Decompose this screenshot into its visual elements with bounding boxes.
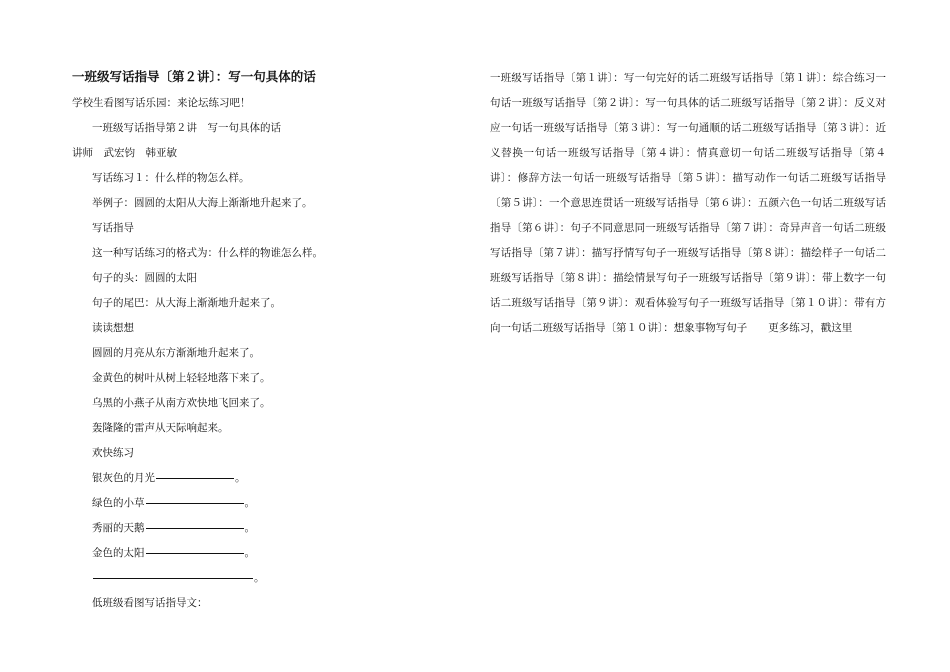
practice-item-label: 金色的太阳 <box>92 547 145 559</box>
left-column <box>72 66 402 616</box>
lesson-list-text: 一班级写话指导〔第１讲〕：写一句完好的话二班级写话指导〔第１讲〕：综合练习一句话一班级写话指导〔第２讲〕：写一句具体的话二班级写话指导〔第２讲〕：反义对应一句话一班级写话指导〔第３讲〕：写一句通顺的话二班级写话指导〔第３讲〕：近义替换一句话一班级写话指导〔第４讲〕：情真意切一句话二班级写话指导〔第４讲〕：修辞方法一句话一班级写话指导〔第５讲〕：描写动作一句话二班级写话指导〔第５讲〕：一个意思连贯话一班级写话指导〔第６讲〕：五颜六色一句话二班级写话指导〔第６讲〕：句子不同意思同一班级写话指导〔第７讲〕：奇异声音一句话二班级写话指导〔第７讲〕：描写抒情写句子一班级写话指导〔第８讲〕：描绘样子一句话二班级写话指导〔第８讲〕：描绘情景写句子一班级写话指导〔第９讲〕：带上数字一句话二班级写话指导〔第９讲〕：观看体验写句子一班级写话指导〔第１０讲〕：带有方向一句话二班级写话指导〔第１０讲〕：想象事物写句子 更多练习，戳这里 <box>490 72 886 334</box>
practice-item-label: 绿色的小草 <box>92 497 145 509</box>
practice-item <box>72 541 402 566</box>
read-line: 圆圆的月亮从东方渐渐地升起来了。 <box>92 347 260 359</box>
fill-blank <box>146 527 244 529</box>
fill-blank <box>156 477 234 479</box>
fill-blank <box>146 502 244 504</box>
guide-heading: 写话指导 <box>92 222 134 234</box>
right-column <box>490 66 886 341</box>
exercise-line: 写话练习１：什么样的物怎么样。 <box>92 172 250 184</box>
read-heading: 读读想想 <box>92 322 134 334</box>
practice-item <box>72 466 402 491</box>
practice-item <box>72 491 402 516</box>
teachers-line: 讲师 武宏钧 韩亚敏 <box>72 147 177 159</box>
read-line: 轰隆隆的雷声从天际响起来。 <box>92 422 229 434</box>
practice-item-label: 银灰色的月光 <box>92 472 155 484</box>
practice-heading: 欢快练习 <box>92 447 134 459</box>
example-line: 举例子：圆圆的太阳从大海上渐渐地升起来了。 <box>92 197 313 209</box>
subtitle-line: 一班级写话指导第２讲 写一句具体的话 <box>92 122 281 134</box>
read-line: 乌黑的小燕子从南方欢快地飞回来了。 <box>92 397 271 409</box>
guide-text: 这一种写话练习的格式为：什么样的物谁怎么样。 <box>92 247 323 259</box>
period: 。 <box>244 497 255 509</box>
period: 。 <box>254 572 265 584</box>
intro-line: 学校生看图写话乐园：来论坛练习吧！ <box>72 97 251 109</box>
fill-blank <box>146 552 244 554</box>
footer-line: 低班级看图写话指导文： <box>92 597 208 609</box>
sentence-tail: 句子的尾巴：从大海上渐渐地升起来了。 <box>92 297 281 309</box>
period: 。 <box>235 472 246 484</box>
practice-item <box>72 516 402 541</box>
practice-item-empty <box>72 566 402 591</box>
read-line: 金黄色的树叶从树上轻轻地落下来了。 <box>92 372 271 384</box>
page-title: 一班级写话指导〔第２讲〕：写一句具体的话 <box>72 69 316 84</box>
sentence-head: 句子的头：圆圆的太阳 <box>92 272 197 284</box>
practice-item-label: 秀丽的天鹅 <box>92 522 145 534</box>
period: 。 <box>244 522 255 534</box>
period: 。 <box>244 547 255 559</box>
fill-blank <box>93 577 253 579</box>
